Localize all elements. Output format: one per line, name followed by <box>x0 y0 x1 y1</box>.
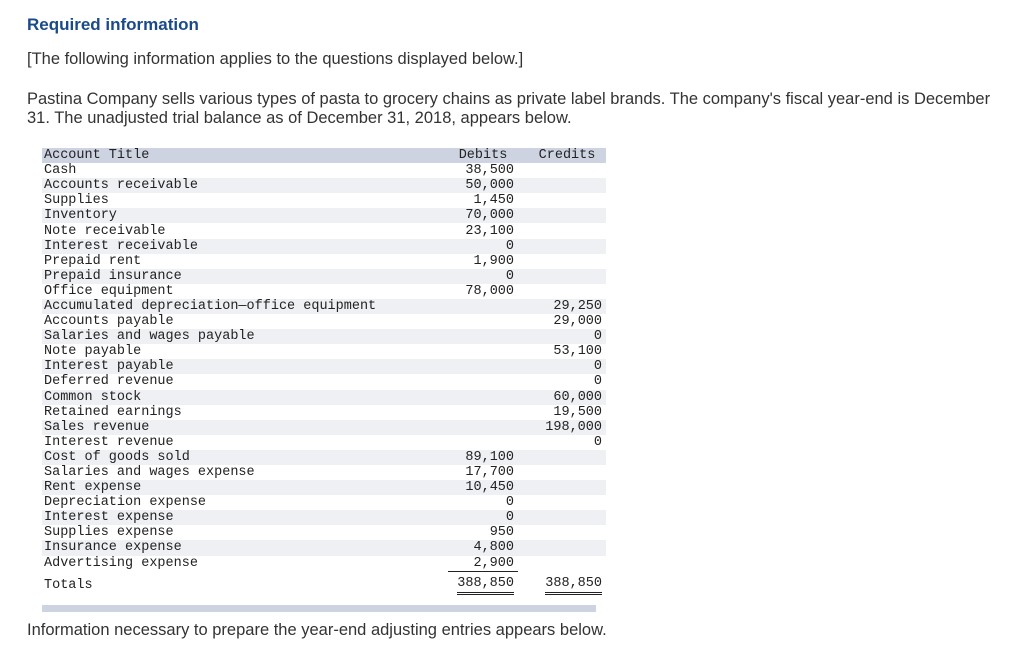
debit-cell <box>448 314 518 329</box>
table-row <box>42 420 606 435</box>
table-row <box>42 405 606 420</box>
table-row <box>42 344 606 359</box>
credit-cell: 60,000 <box>528 390 606 405</box>
credit-cell <box>528 284 606 299</box>
account-title-cell: Supplies <box>44 193 109 209</box>
debit-cell <box>448 435 518 450</box>
table-row <box>42 359 606 374</box>
debit-cell <box>448 390 518 405</box>
intro-paragraph: Pastina Company sells various types of pasta to grocery chains as private label brands. The company's fiscal year-end is December 31. The unadjusted trial balance as of December 31, 2018, appears below. <box>27 90 991 127</box>
table-row <box>42 269 606 284</box>
account-title-cell: Note receivable <box>44 223 166 239</box>
table-row <box>42 163 606 178</box>
debit-cell: 78,000 <box>465 283 514 299</box>
table-row <box>42 299 606 314</box>
credit-cell <box>528 495 606 510</box>
debit-cell <box>448 405 518 420</box>
account-title-cell: Salaries and wages payable <box>42 329 448 344</box>
table-row <box>42 284 606 299</box>
trial-balance-table <box>42 148 606 596</box>
table-row <box>42 178 606 193</box>
credit-cell: 29,000 <box>553 314 602 330</box>
totals-label: Totals <box>42 576 448 596</box>
credit-cell <box>528 163 606 178</box>
credit-cell <box>528 465 606 480</box>
credit-cell <box>528 269 606 284</box>
debit-cell: 89,100 <box>448 450 518 465</box>
debit-cell <box>448 420 518 435</box>
account-title-cell: Accumulated depreciation—office equipment <box>42 299 448 314</box>
debit-cell: 70,000 <box>448 208 518 223</box>
table-row <box>42 314 606 329</box>
credit-cell <box>528 510 606 525</box>
debit-cell: 950 <box>489 525 514 541</box>
account-title-cell: Interest expense <box>42 510 448 525</box>
debit-cell: 50,000 <box>448 178 518 193</box>
credit-cell: 0 <box>593 374 602 390</box>
table-row <box>42 495 606 510</box>
credit-cell <box>528 208 606 223</box>
debit-cell: 17,700 <box>465 465 514 481</box>
account-title-cell: Supplies expense <box>44 525 174 541</box>
table-row <box>42 390 606 405</box>
table-row <box>42 193 606 208</box>
table-row <box>42 208 606 223</box>
debit-cell: 1,900 <box>473 253 514 269</box>
account-title-cell: Cost of goods sold <box>42 450 448 465</box>
header-account-title: Account Title <box>42 148 448 163</box>
account-title-cell: Prepaid insurance <box>42 269 448 284</box>
credit-cell <box>528 239 606 254</box>
account-title-cell: Note payable <box>44 344 142 360</box>
credit-cell <box>528 480 606 495</box>
credit-cell: 0 <box>593 434 602 450</box>
account-title-cell: Accounts receivable <box>42 178 448 193</box>
footer-note: Information necessary to prepare the year-end adjusting entries appears below. <box>27 621 607 639</box>
table-row <box>42 510 606 525</box>
table-row <box>42 374 606 389</box>
table-row <box>42 465 606 480</box>
credit-cell: 198,000 <box>528 420 606 435</box>
debit-cell: 0 <box>448 510 518 525</box>
credit-cell <box>528 525 606 540</box>
table-bottom-bar <box>42 605 596 612</box>
account-title-cell: Salaries and wages expense <box>44 465 255 481</box>
account-title-cell: Rent expense <box>42 480 448 495</box>
header-credits: Credits <box>528 148 606 163</box>
account-title-cell: Inventory <box>42 208 448 223</box>
header-debits: Debits <box>448 148 518 163</box>
account-title-cell: Interest payable <box>42 359 448 374</box>
credit-cell: 0 <box>528 329 606 344</box>
account-title-cell: Cash <box>44 163 77 179</box>
account-title-cell: Prepaid rent <box>44 253 142 269</box>
credit-cell: 19,500 <box>553 404 602 420</box>
debit-cell <box>448 359 518 374</box>
totals-row <box>42 576 606 596</box>
debit-cell: 0 <box>505 495 514 511</box>
credit-cell <box>528 223 606 238</box>
account-title-cell: Insurance expense <box>42 540 448 555</box>
table-row <box>42 239 606 254</box>
table-row <box>42 480 606 495</box>
debit-cell: 10,450 <box>448 480 518 495</box>
credit-cell <box>528 254 606 269</box>
debit-cell: 0 <box>448 239 518 254</box>
credit-cell <box>528 556 606 572</box>
debit-total: 388,850 <box>457 576 514 595</box>
debit-cell: 4,800 <box>448 540 518 555</box>
account-title-cell: Deferred revenue <box>44 374 174 390</box>
credit-cell: 0 <box>528 359 606 374</box>
table-row <box>42 254 606 269</box>
account-title-cell: Retained earnings <box>44 404 182 420</box>
credit-cell <box>528 193 606 208</box>
debit-cell <box>448 299 518 314</box>
table-row <box>42 435 606 450</box>
debit-cell: 23,100 <box>465 223 514 239</box>
credit-cell: 53,100 <box>553 344 602 360</box>
account-title-cell: Sales revenue <box>42 420 448 435</box>
table-row <box>42 329 606 344</box>
debit-cell: 0 <box>448 269 518 284</box>
table-row <box>42 223 606 238</box>
credit-cell <box>528 178 606 193</box>
debit-cell <box>448 374 518 389</box>
debit-cell: 2,900 <box>448 556 518 572</box>
credit-cell <box>528 450 606 465</box>
debit-cell <box>448 329 518 344</box>
debit-cell <box>448 344 518 359</box>
table-header-row <box>42 148 606 163</box>
account-title-cell: Accounts payable <box>44 314 174 330</box>
table-row <box>42 450 606 465</box>
table-row <box>42 556 606 572</box>
credit-cell: 29,250 <box>528 299 606 314</box>
credit-cell <box>528 540 606 555</box>
account-title-cell: Advertising expense <box>44 555 198 571</box>
account-title-cell: Depreciation expense <box>44 495 207 511</box>
account-title-cell: Interest receivable <box>42 239 448 254</box>
table-row <box>42 540 606 555</box>
credit-total: 388,850 <box>545 576 602 595</box>
applies-note: [The following information applies to the questions displayed below.] <box>27 50 524 68</box>
account-title-cell: Office equipment <box>44 283 174 299</box>
account-title-cell: Common stock <box>42 390 448 405</box>
debit-cell: 38,500 <box>465 163 514 179</box>
debit-cell: 1,450 <box>473 193 514 209</box>
required-information-heading: Required information <box>27 15 199 34</box>
table-row <box>42 525 606 540</box>
account-title-cell: Interest revenue <box>44 434 174 450</box>
